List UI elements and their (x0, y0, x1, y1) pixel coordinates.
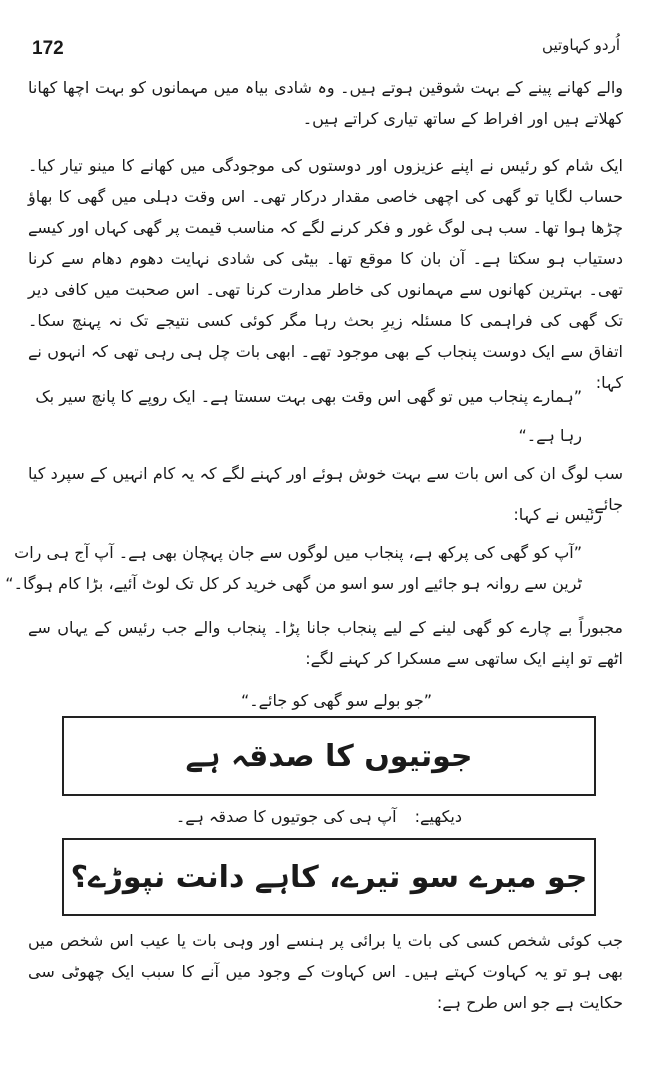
paragraph-reaction: سب لوگ ان کی اس بات سے بہت خوش ہوئے اور کہنے لگے کہ یہ کام انہیں کے سپرد کیا جائے۔ (28, 464, 623, 514)
paragraph-explanation: جب کوئی شخص کسی کی بات یا برائی پر ہنسے اور وہی بات یا عیب اس شخص میں بھی ہو تو یہ کہاوت کہتے ہیں۔ اس کہاوت کے وجود میں آنے کا سبب ایک چھوٹی سی حکایت ہے جو اس طرح ہے: (28, 931, 623, 1012)
proverb-box-jo-mere (62, 838, 596, 916)
quote-rais-line1: ”آپ کو گھی کی پرکھ ہے، پنجاب میں لوگوں سے جان پہچان بھی ہے۔ آپ آج ہی رات (14, 543, 582, 562)
see-also-text: آپ ہی کی جوتیوں کا صدقہ ہے۔ (175, 807, 397, 826)
running-header: اُردو کہاوتیں (542, 36, 620, 54)
quote-rais-line2: ٹرین سے روانہ ہو جائیے اور سو اسو من گھی خرید کر کل تک لوٹ آئیے، بڑا کام ہوگا۔“ (5, 574, 582, 593)
proverb-box-jootiyon (62, 716, 596, 796)
quote-punjab-line2: رہا ہے۔“ (518, 426, 582, 445)
proverb-title-jo-mere: جو میرے سو تیرے، کاہے دانت نپوڑے؟ (70, 859, 588, 895)
paragraph-conclusion: مجبوراً بے چارے کو گھی لینے کے لیے پنجاب جانا پڑا۔ پنجاب والے جب رئیس کے یہاں سے اٹھے تو اپنے ایک ساتھی سے مسکرا کر کہنے لگے: (28, 618, 623, 668)
proverb-title-jootiyon: جوتیوں کا صدقہ ہے (185, 738, 473, 774)
quote-proverb-ghee: ”جو بولے سو گھی کو جائے۔“ (241, 691, 432, 710)
see-also-note (176, 807, 462, 826)
quote-punjab-line1: ”ہمارے پنجاب میں تو گھی اس وقت بھی بہت سستا ہے۔ ایک روپے کا پانچ سیر بک (35, 387, 582, 406)
see-also-label: دیکھیے: (414, 807, 462, 826)
paragraph-intro: والے کھانے پینے کے بہت شوقین ہوتے ہیں۔ وہ شادی بیاہ میں مہمانوں کو بہت اچھا کھانا کھلاتے ہیں اور افراط کے ساتھ تیاری کراتے ہیں۔ (28, 78, 623, 128)
paragraph-story: ایک شام کو رئیس نے اپنے عزیزوں اور دوستوں کی موجودگی میں کھانے کا مینو تیار کیا۔ حساب لگایا تو گھی کی اچھی خاصی مقدار درکار تھی۔ اس وقت دہلی میں گھی کا بھاؤ چڑھا ہوا تھا۔ سب ہی لوگ غور و فکر کرنے لگے کہ مناسب قیمت پر گھی کہاں اور کیسے دستیاب ہو سکتا ہے۔ آن بان کا موقع تھا۔ بیٹی کی شادی نہایت دھوم دھام سے کرنا تھی۔ بہترین کھانوں سے مہمانوں کی خاطر مدارت کرنا تھی۔ اس صحبت میں کافی دیر تک گھی کی فراہمی کا مسئلہ زیرِ بحث رہا مگر کوئی کسی نتیجے تک نہ پہنچ سکا۔ اتفاق سے ایک دوست پنجاب کے بھی موجود تھے۔ ابھی بات چل ہی رہی تھی کہ انہوں نے کہا: (28, 156, 623, 392)
page-number: 172 (32, 38, 64, 59)
paragraph-rais-said: رئیس نے کہا: (513, 505, 602, 524)
